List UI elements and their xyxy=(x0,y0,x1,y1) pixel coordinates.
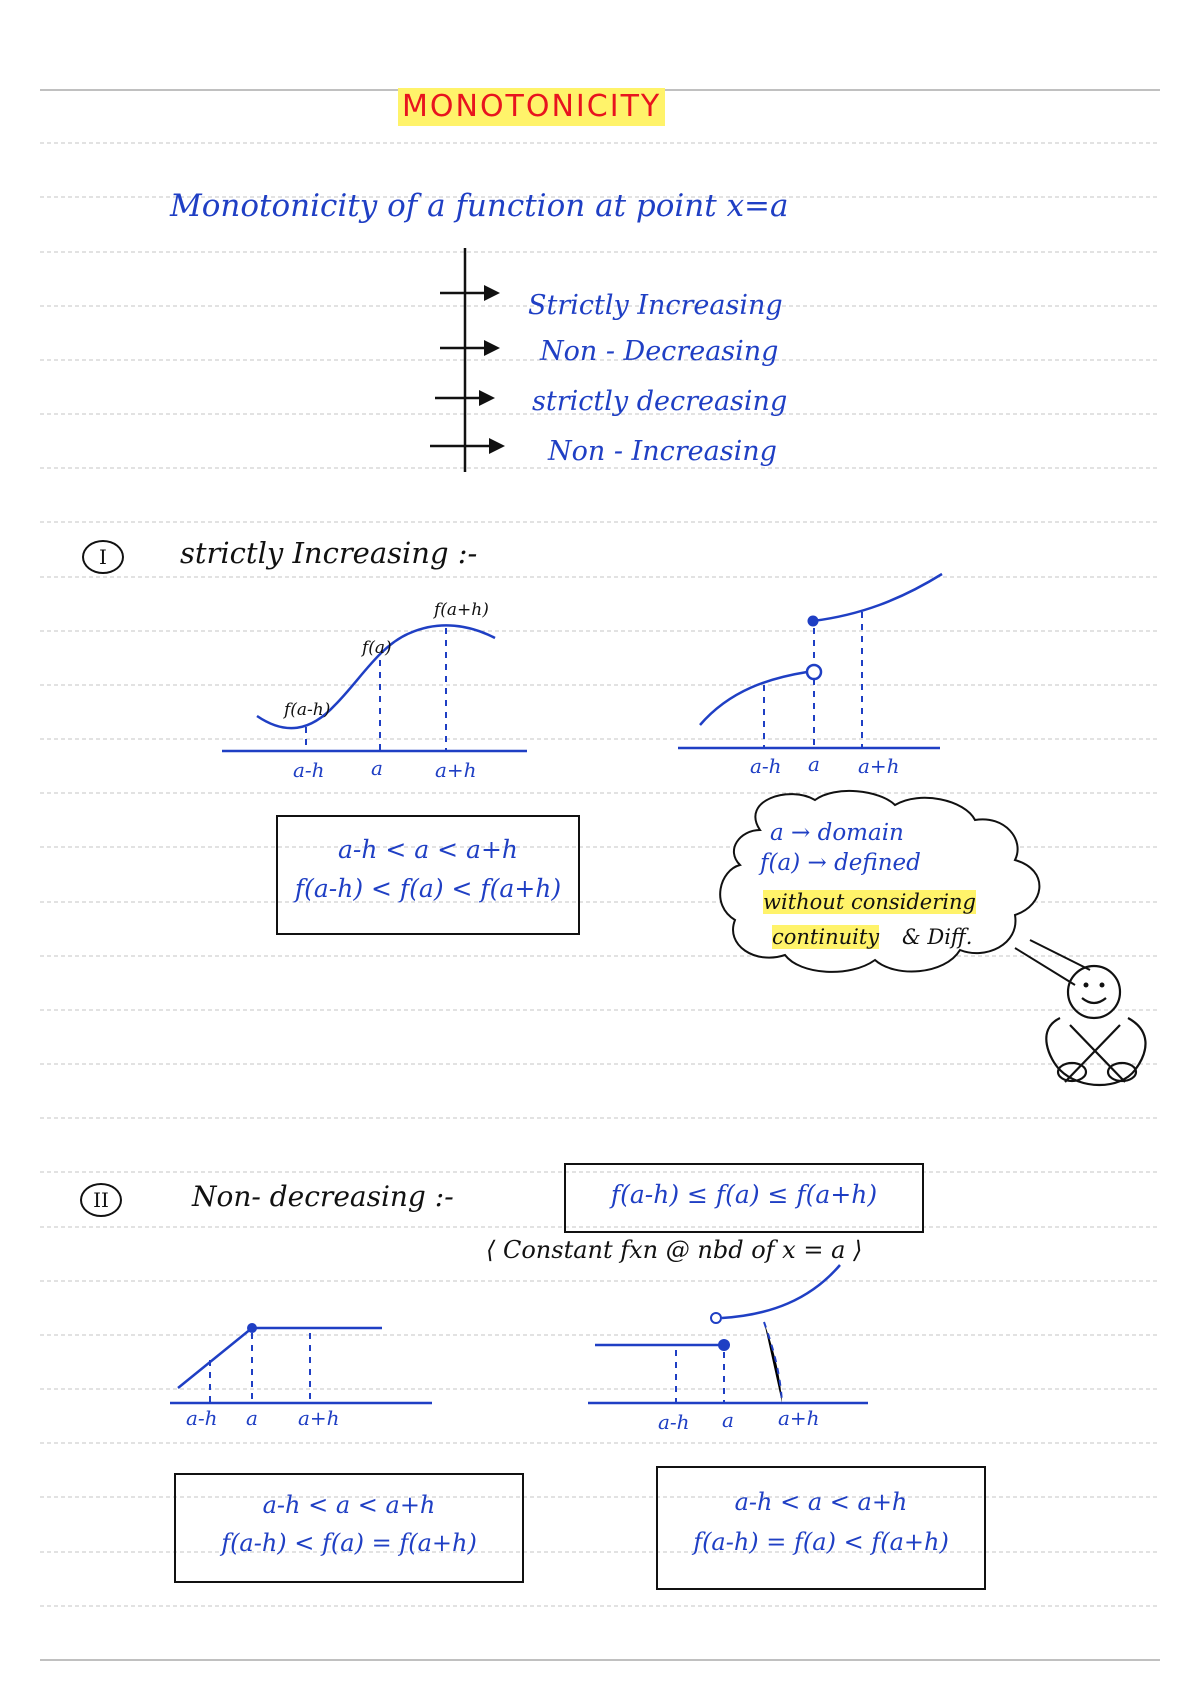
x-label-a: a xyxy=(722,1408,734,1432)
x-label-a-plus-h: a+h xyxy=(435,758,477,782)
cloud-line-4b: & Diff. xyxy=(902,925,973,949)
label-f-a-minus-h: f(a-h) xyxy=(284,700,331,720)
cloud-line-2: f(a) → defined xyxy=(760,850,921,876)
x-label-a-plus-h: a+h xyxy=(858,754,900,778)
x-label-a-minus-h: a-h xyxy=(658,1410,690,1434)
condition-box-left xyxy=(174,1473,524,1583)
label-f-a: f(a) xyxy=(362,638,392,658)
type-non-decreasing: Non - Decreasing xyxy=(540,336,779,367)
condition-line-1: a-h < a < a+h xyxy=(338,835,518,864)
section-1-title: strictly Increasing :- xyxy=(180,536,478,570)
cloud-line-4a: continuity xyxy=(772,925,880,949)
constant-function-note: ⟨ Constant fxn @ nbd of x = a ⟩ xyxy=(486,1236,863,1264)
condition-box-left-line-2: f(a-h) < f(a) = f(a+h) xyxy=(221,1529,477,1557)
type-strictly-decreasing: strictly decreasing xyxy=(532,386,788,417)
section-1-number: I xyxy=(82,540,124,574)
x-label-a-plus-h: a+h xyxy=(778,1406,820,1430)
type-non-increasing: Non - Increasing xyxy=(548,436,777,467)
cloud-line-3: without considering xyxy=(763,890,976,914)
x-label-a: a xyxy=(371,756,383,780)
condition-box-right xyxy=(656,1466,986,1590)
non-decreasing-condition: f(a-h) ≤ f(a) ≤ f(a+h) xyxy=(610,1180,878,1209)
x-label-a-minus-h: a-h xyxy=(186,1406,218,1430)
heading: Monotonicity of a function at point x=a xyxy=(170,188,789,224)
page-title: MONOTONICITY xyxy=(398,88,665,126)
x-label-a-minus-h: a-h xyxy=(750,754,782,778)
x-label-a-plus-h: a+h xyxy=(298,1406,340,1430)
type-strictly-increasing: Strictly Increasing xyxy=(528,290,783,321)
x-label-a: a xyxy=(246,1406,258,1430)
x-label-a: a xyxy=(808,752,820,776)
condition-box-right-line-2: f(a-h) = f(a) < f(a+h) xyxy=(693,1528,949,1556)
x-label-a-minus-h: a-h xyxy=(293,758,325,782)
condition-box-right-line-1: a-h < a < a+h xyxy=(734,1488,908,1516)
section-2-number: II xyxy=(80,1183,122,1217)
condition-line-2: f(a-h) < f(a) < f(a+h) xyxy=(294,874,562,903)
section-2-title: Non- decreasing :- xyxy=(192,1180,454,1213)
condition-box-left-line-1: a-h < a < a+h xyxy=(262,1491,436,1519)
cloud-line-1: a → domain xyxy=(770,820,904,846)
label-f-a-plus-h: f(a+h) xyxy=(434,600,489,620)
